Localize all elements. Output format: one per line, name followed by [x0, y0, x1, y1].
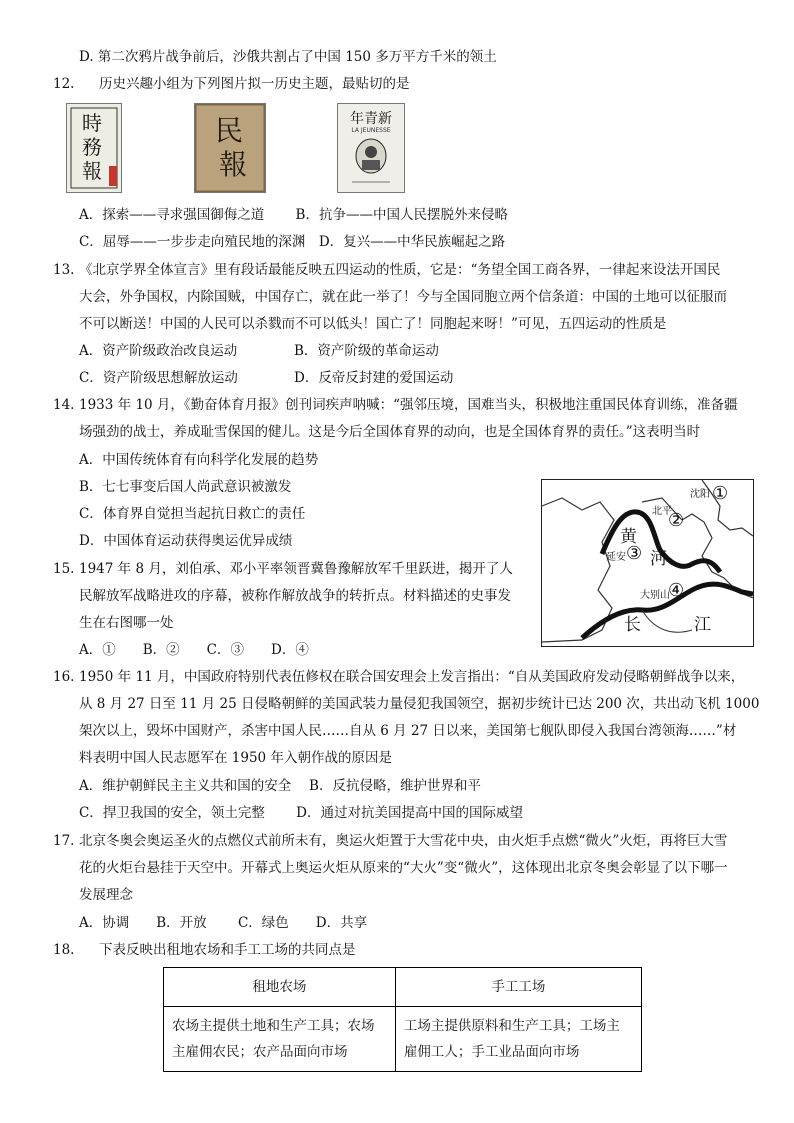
shiwubao-image [66, 103, 122, 193]
q13-line2: 大会，外争国权，内除国贼，中国存亡，就在此一举了！今与全国同胞立两个信条道：中国的土地可以征服而 [79, 289, 727, 305]
svg-text:務: 務 [82, 135, 102, 159]
map-label-shenyang: 沈阳 [690, 489, 710, 500]
q12-stem: 历史兴趣小组为下列图片拟一历史主题，最贴切的是 [99, 76, 410, 92]
q11-option-d: D. 第二次鸦片战争前后，沙俄共割占了中国 150 多万平方千米的领土 [79, 49, 497, 65]
q16-number: 16. [53, 669, 75, 685]
table-cell-line: 主雇佣农民；农产品面向市场 [172, 1044, 348, 1060]
table-header-row [164, 968, 642, 1007]
minbao-image [194, 103, 266, 193]
q15-number: 15. [53, 561, 75, 577]
svg-text:報: 報 [218, 148, 248, 181]
q15-line3: 生在右图哪一处 [79, 615, 174, 631]
svg-text:民: 民 [214, 114, 244, 147]
q13-option-c: C．资产阶级思想解放运动 [79, 370, 238, 386]
q16-line2: 从 8 月 27 日至 11 月 25 日侵略朝鲜的美国武装力量侵犯我国领空，据初步统计已达 200 次，共出动飞机 1000 [79, 696, 760, 712]
q13-line1: 《北京学界全体宣言》里有段话最能反映五四运动的性质，它是：“务望全国工商各界，一律起来设法开国民 [79, 262, 721, 278]
q18-stem: 下表反映出租地农场和手工工场的共同点是 [99, 942, 356, 958]
map-marker-4: ④ [668, 580, 685, 601]
svg-text:時: 時 [82, 111, 102, 135]
q15-line2: 民解放军战略进攻的序幕，被称作解放战争的转折点。材料描述的史事发 [79, 588, 511, 604]
q17-number: 17. [53, 833, 75, 849]
table-row [164, 1007, 642, 1072]
q17-line3: 发展理念 [79, 887, 133, 903]
q14-line1: 1933 年 10 月，《勤奋体育月报》创刊词疾声呐喊：“强邻压境，国难当头，积极地注重国民体育训练，准备疆 [79, 397, 738, 413]
q13-line3: 不可以断送！中国的人民可以杀戮而不可以低头！国亡了！同胞起来呀！”可见，五四运动的性质是 [79, 316, 667, 332]
map-marker-3: ③ [626, 543, 643, 564]
table-cell-farm [164, 1007, 396, 1072]
map-label-huang: 黄 [620, 527, 637, 547]
q14-line2: 场强劲的战士，养成耻雪保国的健儿。这是今后全国体育界的动向，也是全国体育界的责任。”这表明当时 [79, 424, 701, 440]
q13-option-b: B．资产阶级的革命运动 [294, 343, 439, 359]
q16-line1: 1950 年 11 月，中国政府特别代表伍修权在联合国安理会上发言指出：“自从美国政府发动侵略朝鲜战争以来， [79, 669, 745, 685]
q14-option-c: C．体育界自觉担当起抗日救亡的责任 [79, 506, 306, 522]
q12-options-ab: A．探索——寻求强国御侮之道 B．抗争——中国人民摆脱外来侵略 [79, 207, 508, 223]
q16-line3: 架次以上，毁坏中国财产，杀害中国人民……自从 6 月 27 日以来，美国第七舰队即侵入我国台湾领海……”材 [79, 723, 737, 739]
map-marker-2: ② [668, 510, 685, 531]
q15-line1: 1947 年 8 月，刘伯承、邓小平率领晋冀鲁豫解放军千里跃进，揭开了人 [79, 561, 513, 577]
xinqingnian-image [337, 103, 405, 193]
q16-line4: 料表明中国人民志愿军在 1950 年入朝作战的原因是 [79, 750, 392, 766]
map-label-chang: 长 [624, 615, 641, 635]
q17-options: A．协调 B．开放 C．绿色 D．共享 [79, 915, 368, 931]
q14-option-a: A．中国传统体育有向科学化发展的趋势 [79, 452, 319, 468]
q16-options-ab: A．维护朝鲜民主主义共和国的安全 B．反抗侵略，维护世界和平 [79, 778, 481, 794]
q13-number: 13. [53, 262, 75, 278]
q17-line1: 北京冬奥会奥运圣火的点燃仪式前所未有，奥运火炬置于大雪花中央，由火炬手点燃“微火”火炬，再将巨大雪 [79, 833, 728, 849]
map-label-dabieshan: 大别山 [640, 590, 670, 601]
table-cell-workshop [395, 1007, 641, 1072]
q14-option-d: D．中国体育运动获得奥运优异成绩 [79, 533, 293, 549]
q12-number: 12. [53, 76, 75, 92]
svg-text:LA JEUNESSE: LA JEUNESSE [351, 127, 391, 134]
table-cell-line: 农场主提供土地和生产工具；农场 [172, 1018, 375, 1034]
q13-option-d: D．反帝反封建的爱国运动 [294, 370, 454, 386]
q16-options-cd: C．捍卫我国的安全，领土完整 D．通过对抗美国提高中国的国际威望 [79, 805, 523, 821]
map-marker-1: ① [712, 483, 729, 504]
svg-text:年青新: 年青新 [350, 111, 392, 127]
table-cell-line: 工场主提供原料和生产工具；工场主 [403, 1018, 620, 1034]
map-label-beiping: 北平 [652, 506, 672, 517]
map-label-yanan: 延安 [606, 552, 626, 563]
table-header-cell: 手工工场 [395, 968, 641, 1007]
q15-options: A．① B．② C．③ D．④ [79, 642, 309, 658]
map-label-jiang: 江 [694, 615, 711, 635]
map-label-he: 河 [650, 549, 667, 569]
table-header-cell: 租地农场 [164, 968, 396, 1007]
q17-line2: 花的火炬台悬挂于天空中。开幕式上奥运火炬从原来的“大火”变“微火”，这体现出北京冬奥会彰显了以下哪一 [79, 860, 728, 876]
comparison-table [163, 967, 642, 1072]
q14-number: 14. [53, 397, 75, 413]
svg-text:報: 報 [82, 159, 102, 183]
table-cell-line: 雇佣工人；手工业品面向市场 [403, 1044, 580, 1060]
q18-number: 18. [53, 942, 75, 958]
q13-option-a: A．资产阶级政治改良运动 [79, 343, 238, 359]
liberation-war-map [541, 479, 754, 647]
q14-option-b: B．七七事变后国人尚武意识被激发 [79, 479, 292, 495]
q12-options-cd: C．屈辱——一步步走向殖民地的深渊 D．复兴——中华民族崛起之路 [79, 234, 506, 250]
